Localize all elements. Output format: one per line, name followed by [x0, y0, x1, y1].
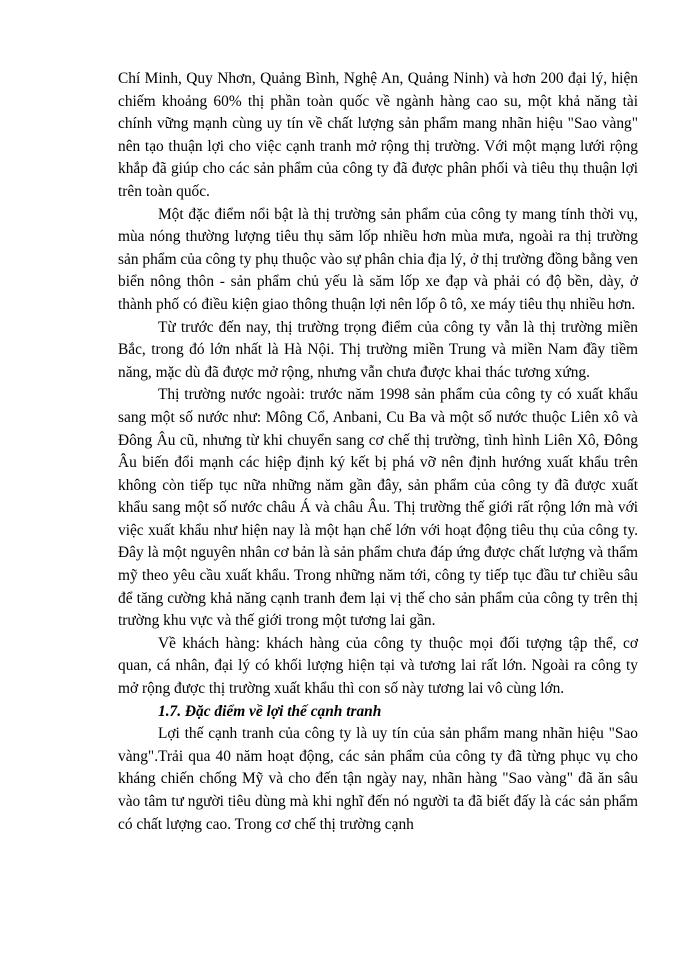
paragraph-competitive-advantage: Lợi thế cạnh tranh của công ty là uy tín của sản phẩm mang nhãn hiệu "Sao vàng".Trải qua 40 năm hoạt động, các sản phẩm của công ty đã từng phục vụ cho kháng chiến chống Mỹ và cho đến tận ngày nay, nhãn hàng "Sao vàng" đã ăn sâu vào tâm tư người tiêu dùng mà khi nghĩ đến nó người ta đã biết đấy là các sản phẩm có chất lượng cao. Trong cơ chế thị trường cạnh	[118, 725, 638, 833]
section-heading: 1.7. Đặc điểm về lợi thế cạnh tranh	[158, 702, 382, 720]
paragraph-foreign-market: Thị trường nước ngoài: trước năm 1998 sản phẩm của công ty có xuất khẩu sang một số nước như: Mông Cổ, Anbani, Cu Ba và một số nước thuộc Liên xô và Đông Âu cũ, nhưng từ khi chuyển sang cơ chế thị trường, tình hình Liên Xô, Đông Âu biến đổi mạnh các hiệp định ký kết bị phá vỡ nên định hướng xuất khẩu trên không còn tiếp tục nữa những năm gần đây, sản phẩm của công ty đã được xuất khẩu sang một số nước châu Á và châu Âu. Thị trường thế giới rất rộng lớn mà với việc xuất khẩu như hiện nay là một hạn chế lớn với hoạt động tiêu thụ của công ty. Đây là một nguyên nhân cơ bản là sản phẩm chưa đáp ứng được chất lượng và thẩm mỹ theo yêu cầu xuất khẩu. Trong những năm tới, công ty tiếp tục đầu tư chiều sâu để tăng cường khả năng cạnh tranh đem lại vị thế cho sản phẩm của công ty trên thị trường khu vực và thế giới trong một tương lai gần.	[118, 386, 638, 630]
paragraph-distribution-network: Chí Minh, Quy Nhơn, Quảng Bình, Nghệ An, Quảng Ninh) và hơn 200 đại lý, hiện chiếm khoảng 60% thị phần toàn quốc về ngành hàng cao su, một khả năng tài chính vững mạnh cùng uy tín về chất lượng sản phẩm mang nhãn hiệu "Sao vàng" nên tạo thuận lợi cho việc cạnh tranh mở rộng thị trường. Với một mạng lưới rộng khắp đã giúp cho các sản phẩm của công ty đã được phân phối và tiêu thụ thuận lợi trên toàn quốc.	[118, 70, 638, 200]
paragraph-seasonal-market: Một đặc điểm nổi bật là thị trường sản phẩm của công ty mang tính thời vụ, mùa nóng thường lượng tiêu thụ săm lốp nhiều hơn mùa mưa, ngoài ra thị trường sản phẩm của công ty phụ thuộc vào sự phân chia địa lý, ở thị trường đồng bằng ven biển nông thôn - sản phẩm chủ yếu là săm lốp xe đạp và phải có độ bền, dày, ở thành phố có điều kiện giao thông thuận lợi nên lốp ô tô, xe máy tiêu thụ nhiều hơn.	[118, 205, 638, 313]
paragraph-key-market: Từ trước đến nay, thị trường trọng điểm của công ty vẫn là thị trường miền Bắc, trong đó lớn nhất là Hà Nội. Thị trường miền Trung và miền Nam đầy tiềm năng, mặc dù đã được mở rộng, nhưng vẫn chưa được khai thác tương xứng.	[118, 318, 638, 381]
paragraph-customers: Về khách hàng: khách hàng của công ty thuộc mọi đối tượng tập thể, cơ quan, cá nhân, đại lý có khối lượng hiện tại và tương lai rất lớn. Ngoài ra công ty mở rộng được thị trường xuất khẩu thì con số này tương lai vô cùng lớn.	[118, 634, 638, 698]
document-page	[118, 68, 638, 836]
